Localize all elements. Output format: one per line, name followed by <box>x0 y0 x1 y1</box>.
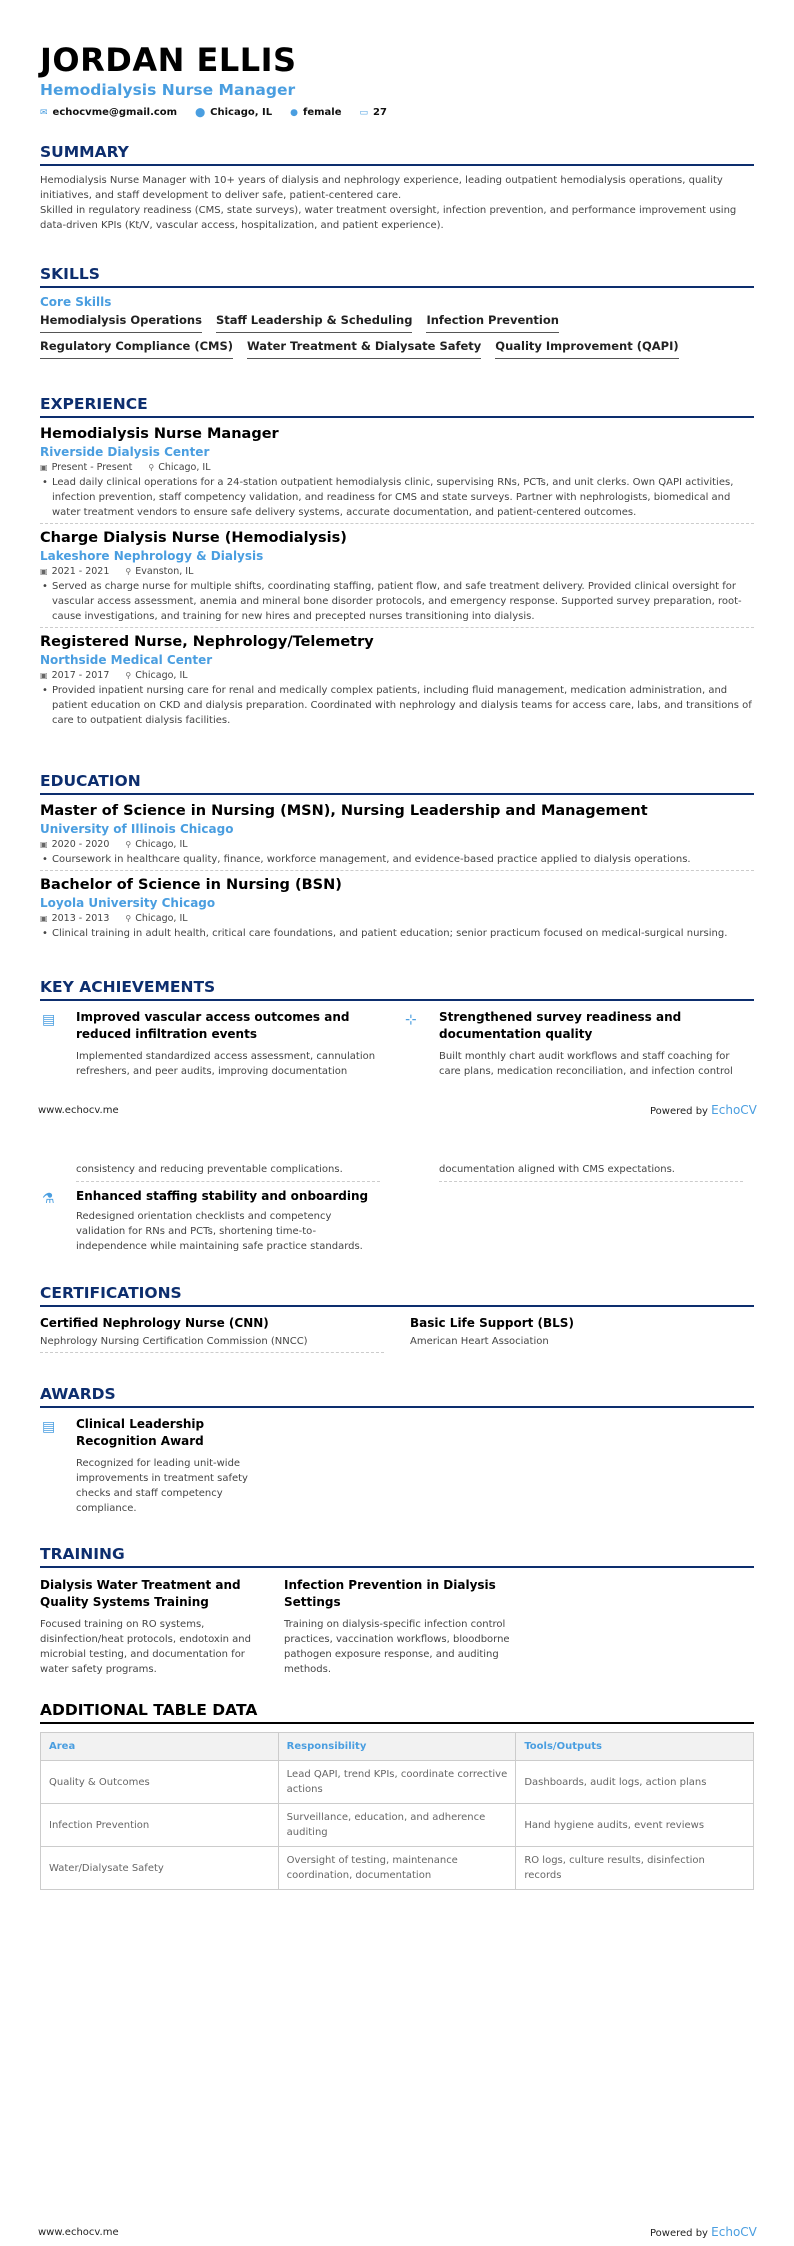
skills-subtitle: Core Skills <box>40 295 112 309</box>
achievement-card <box>40 1188 380 1254</box>
calendar-icon: ▣ <box>40 914 48 923</box>
job-entry <box>40 426 754 524</box>
award-card <box>40 1416 270 1516</box>
education-entry <box>40 877 754 941</box>
certification-item <box>40 1316 384 1353</box>
location-pin-icon: ⚲ <box>125 671 132 680</box>
table-row <box>41 1761 754 1804</box>
job-meta: ▣ Present - Present ⚲ Chicago, IL <box>40 462 211 473</box>
section-title: TRAINING <box>40 1545 754 1568</box>
calendar-icon: ▭ <box>359 107 369 118</box>
location-pin-icon: ⚲ <box>125 567 132 576</box>
achievement-desc: consistency and reducing preventable complications. <box>76 1164 343 1175</box>
location-pin-icon: ⚲ <box>125 914 132 923</box>
section-title: AWARDS <box>40 1385 754 1408</box>
document-icon: ▤ <box>42 1011 56 1027</box>
section-title: SKILLS <box>40 265 754 288</box>
table-header-row <box>41 1733 754 1761</box>
job-bullet: • Provided inpatient nursing care for renal and medically complex patients, including fluid management, medication administration, and patient education on CKD and dialysis preparation. Coordinated with nephrology and dialysis teams for access care, labs, and transitions of care to outpatient dialysis facilities. <box>40 683 754 728</box>
location-pin-icon: ⚲ <box>125 840 132 849</box>
calendar-icon: ▣ <box>40 567 48 576</box>
job-entry <box>40 530 754 628</box>
achievement-continuation <box>403 1162 743 1182</box>
column-header: Tools/Outputs <box>516 1733 754 1761</box>
contact-email[interactable]: ✉ echocvme@gmail.com <box>40 107 178 118</box>
section-title: KEY ACHIEVEMENTS <box>40 978 754 1001</box>
summary-paragraph: Hemodialysis Nurse Manager with 10+ years of dialysis and nephrology experience, leading outpatient hemodialysis operations, quality initiatives, and staff development to deliver safe, patient-centered care. <box>40 175 723 201</box>
certification-item <box>410 1316 754 1353</box>
table-cell: Surveillance, education, and adherence auditing <box>278 1804 516 1847</box>
achievement-desc: documentation aligned with CMS expectations. <box>439 1164 675 1175</box>
calendar-icon: ▣ <box>40 671 48 680</box>
skill-item: Staff Leadership & Scheduling <box>216 313 413 333</box>
table-cell: Quality & Outcomes <box>41 1761 279 1804</box>
table-row <box>41 1847 754 1890</box>
column-header: Area <box>41 1733 279 1761</box>
certification-issuer: American Heart Association <box>410 1336 549 1347</box>
job-title: Registered Nurse, Nephrology/Telemetry <box>40 634 374 650</box>
job-organization: Riverside Dialysis Center <box>40 445 210 459</box>
certification-issuer: Nephrology Nursing Certification Commission (NNCC) <box>40 1336 308 1347</box>
achievements-section <box>40 978 754 1008</box>
table-cell: Oversight of testing, maintenance coordination, documentation <box>278 1847 516 1890</box>
certifications-list <box>40 1316 754 1353</box>
location-pin-icon: ⚲ <box>148 463 155 472</box>
skill-item: Quality Improvement (QAPI) <box>495 339 678 359</box>
table-cell: Dashboards, audit logs, action plans <box>516 1761 754 1804</box>
skills-section <box>40 265 754 359</box>
footer-site[interactable]: www.echocv.me <box>38 2227 119 2238</box>
footer-powered: Powered by EchoCV <box>650 2225 757 2239</box>
education-entry <box>40 803 754 871</box>
calendar-icon: ▣ <box>40 840 48 849</box>
skill-item: Regulatory Compliance (CMS) <box>40 339 233 359</box>
section-title: ADDITIONAL TABLE DATA <box>40 1701 754 1724</box>
section-title: EDUCATION <box>40 772 754 795</box>
training-title: Dialysis Water Treatment and Quality Systems Training <box>40 1578 241 1609</box>
contact-row <box>40 107 754 118</box>
section-title: CERTIFICATIONS <box>40 1284 754 1307</box>
education-bullet: • Clinical training in adult health, critical care foundations, and patient education; senior practicum focused on medical-surgical nursing. <box>40 926 754 941</box>
table-section <box>40 1701 754 1890</box>
achievement-card <box>40 1009 380 1079</box>
certification-name: Basic Life Support (BLS) <box>410 1316 574 1330</box>
education-bullet: • Coursework in healthcare quality, finance, workforce management, and evidence-based practice applied to dialysis operations. <box>40 852 754 867</box>
table-cell: Infection Prevention <box>41 1804 279 1847</box>
education-section <box>40 772 754 941</box>
job-organization: Northside Medical Center <box>40 653 213 667</box>
calendar-icon: ▣ <box>40 463 48 472</box>
award-title: Clinical Leadership Recognition Award <box>76 1417 205 1448</box>
achievement-desc: Implemented standardized access assessment, cannulation refreshers, and peer audits, improving documentation <box>76 1050 376 1077</box>
footer-site[interactable]: www.echocv.me <box>38 1105 119 1116</box>
table-cell: Lead QAPI, trend KPIs, coordinate corrective actions <box>278 1761 516 1804</box>
brand-link[interactable]: EchoCV <box>711 1103 757 1117</box>
skill-item: Infection Prevention <box>426 313 559 333</box>
training-list <box>40 1577 754 1677</box>
email-icon: ✉ <box>40 107 48 118</box>
school-name: University of Illinois Chicago <box>40 822 234 836</box>
job-title: Hemodialysis Nurse Manager <box>40 426 279 442</box>
table-row <box>41 1804 754 1847</box>
summary-paragraph: Skilled in regulatory readiness (CMS, state surveys), water treatment oversight, infection prevention, and performance improvement using data-driven KPIs (Kt/V, vascular access, hospitalization, and patient experience). <box>40 205 737 231</box>
training-desc: Training on dialysis-specific infection control practices, vaccination workflows, bloodborne pathogen exposure response, and auditing methods. <box>284 1618 510 1675</box>
contact-location: ⬤ Chicago, IL <box>195 107 273 118</box>
achievement-continuation <box>40 1162 380 1182</box>
data-table <box>40 1732 754 1890</box>
achievement-title: Improved vascular access outcomes and reduced infiltration events <box>76 1010 350 1041</box>
certification-name: Certified Nephrology Nurse (CNN) <box>40 1316 269 1330</box>
training-title: Infection Prevention in Dialysis Settings <box>284 1578 496 1609</box>
skills-list <box>40 313 754 359</box>
training-desc: Focused training on RO systems, disinfection/heat protocols, endotoxin and microbial testing, and documentation for water safety programs. <box>40 1618 251 1675</box>
degree-title: Bachelor of Science in Nursing (BSN) <box>40 877 342 893</box>
job-meta: ▣ 2017 - 2017 ⚲ Chicago, IL <box>40 670 188 681</box>
table-cell: Hand hygiene audits, event reviews <box>516 1804 754 1847</box>
training-item <box>284 1577 514 1677</box>
section-title: SUMMARY <box>40 143 754 166</box>
achievement-title: Strengthened survey readiness and documentation quality <box>439 1010 682 1041</box>
section-title: EXPERIENCE <box>40 395 754 418</box>
achievement-card <box>403 1009 743 1079</box>
job-organization: Lakeshore Nephrology & Dialysis <box>40 549 264 563</box>
flask-icon: ⚗ <box>42 1190 55 1206</box>
column-header: Responsibility <box>278 1733 516 1761</box>
contact-age: ▭ 27 <box>359 107 387 118</box>
school-name: Loyola University Chicago <box>40 896 216 910</box>
achievement-title: Enhanced staffing stability and onboarding <box>76 1189 369 1203</box>
candidate-role: Hemodialysis Nurse Manager <box>40 81 296 99</box>
job-entry <box>40 634 754 728</box>
training-item <box>40 1577 260 1677</box>
education-meta: ▣ 2013 - 2013 ⚲ Chicago, IL <box>40 913 188 924</box>
experience-section <box>40 395 754 728</box>
brand-link[interactable]: EchoCV <box>711 2225 757 2239</box>
contact-gender: ● female <box>290 107 342 118</box>
job-bullet: • Lead daily clinical operations for a 24-station outpatient hemodialysis clinic, supervising RNs, PCTs, and unit clerks. Own QAPI activities, infection prevention, staff competency validation, and readiness for CMS and state surveys. Partner with nephrologists, biomedical and water treatment vendors to ensure safe delivery systems, accurate documentation, and patient-centered outcomes. <box>40 475 754 520</box>
target-icon: ⊹ <box>405 1011 417 1027</box>
skill-item: Water Treatment & Dialysate Safety <box>247 339 481 359</box>
header <box>40 41 754 118</box>
award-desc: Recognized for leading unit-wide improvements in treatment safety checks and staff competency compliance. <box>76 1457 248 1514</box>
candidate-name: JORDAN ELLIS <box>40 41 297 79</box>
award-document-icon: ▤ <box>42 1418 56 1434</box>
table-cell: Water/Dialysate Safety <box>41 1847 279 1890</box>
achievement-desc: Redesigned orientation checklists and competency validation for RNs and PCTs, shortening time-to-independence while maintaining safe practice standards. <box>76 1210 363 1252</box>
person-icon: ● <box>290 107 298 118</box>
footer-powered: Powered by EchoCV <box>650 1103 757 1117</box>
degree-title: Master of Science in Nursing (MSN), Nursing Leadership and Management <box>40 803 648 819</box>
location-pin-icon: ⬤ <box>195 107 206 118</box>
job-title: Charge Dialysis Nurse (Hemodialysis) <box>40 530 347 546</box>
education-meta: ▣ 2020 - 2020 ⚲ Chicago, IL <box>40 839 188 850</box>
skill-item: Hemodialysis Operations <box>40 313 202 333</box>
awards-section <box>40 1385 754 1408</box>
table-cell: RO logs, culture results, disinfection records <box>516 1847 754 1890</box>
job-bullet: • Served as charge nurse for multiple shifts, coordinating staffing, patient flow, and safe treatment delivery. Provided clinical oversight for vascular access assessment, anemia and mineral bone disorder protocols, and emergency response. Supported survey preparation, root-cause investigations, and training for new hires and precepted nurses transitioning into dialysis. <box>40 579 754 624</box>
training-section <box>40 1545 754 1677</box>
summary-section <box>40 143 754 233</box>
certifications-section <box>40 1284 754 1353</box>
achievement-desc: Built monthly chart audit workflows and staff coaching for care plans, medication reconciliation, and infection control <box>439 1050 733 1077</box>
job-meta: ▣ 2021 - 2021 ⚲ Evanston, IL <box>40 566 194 577</box>
